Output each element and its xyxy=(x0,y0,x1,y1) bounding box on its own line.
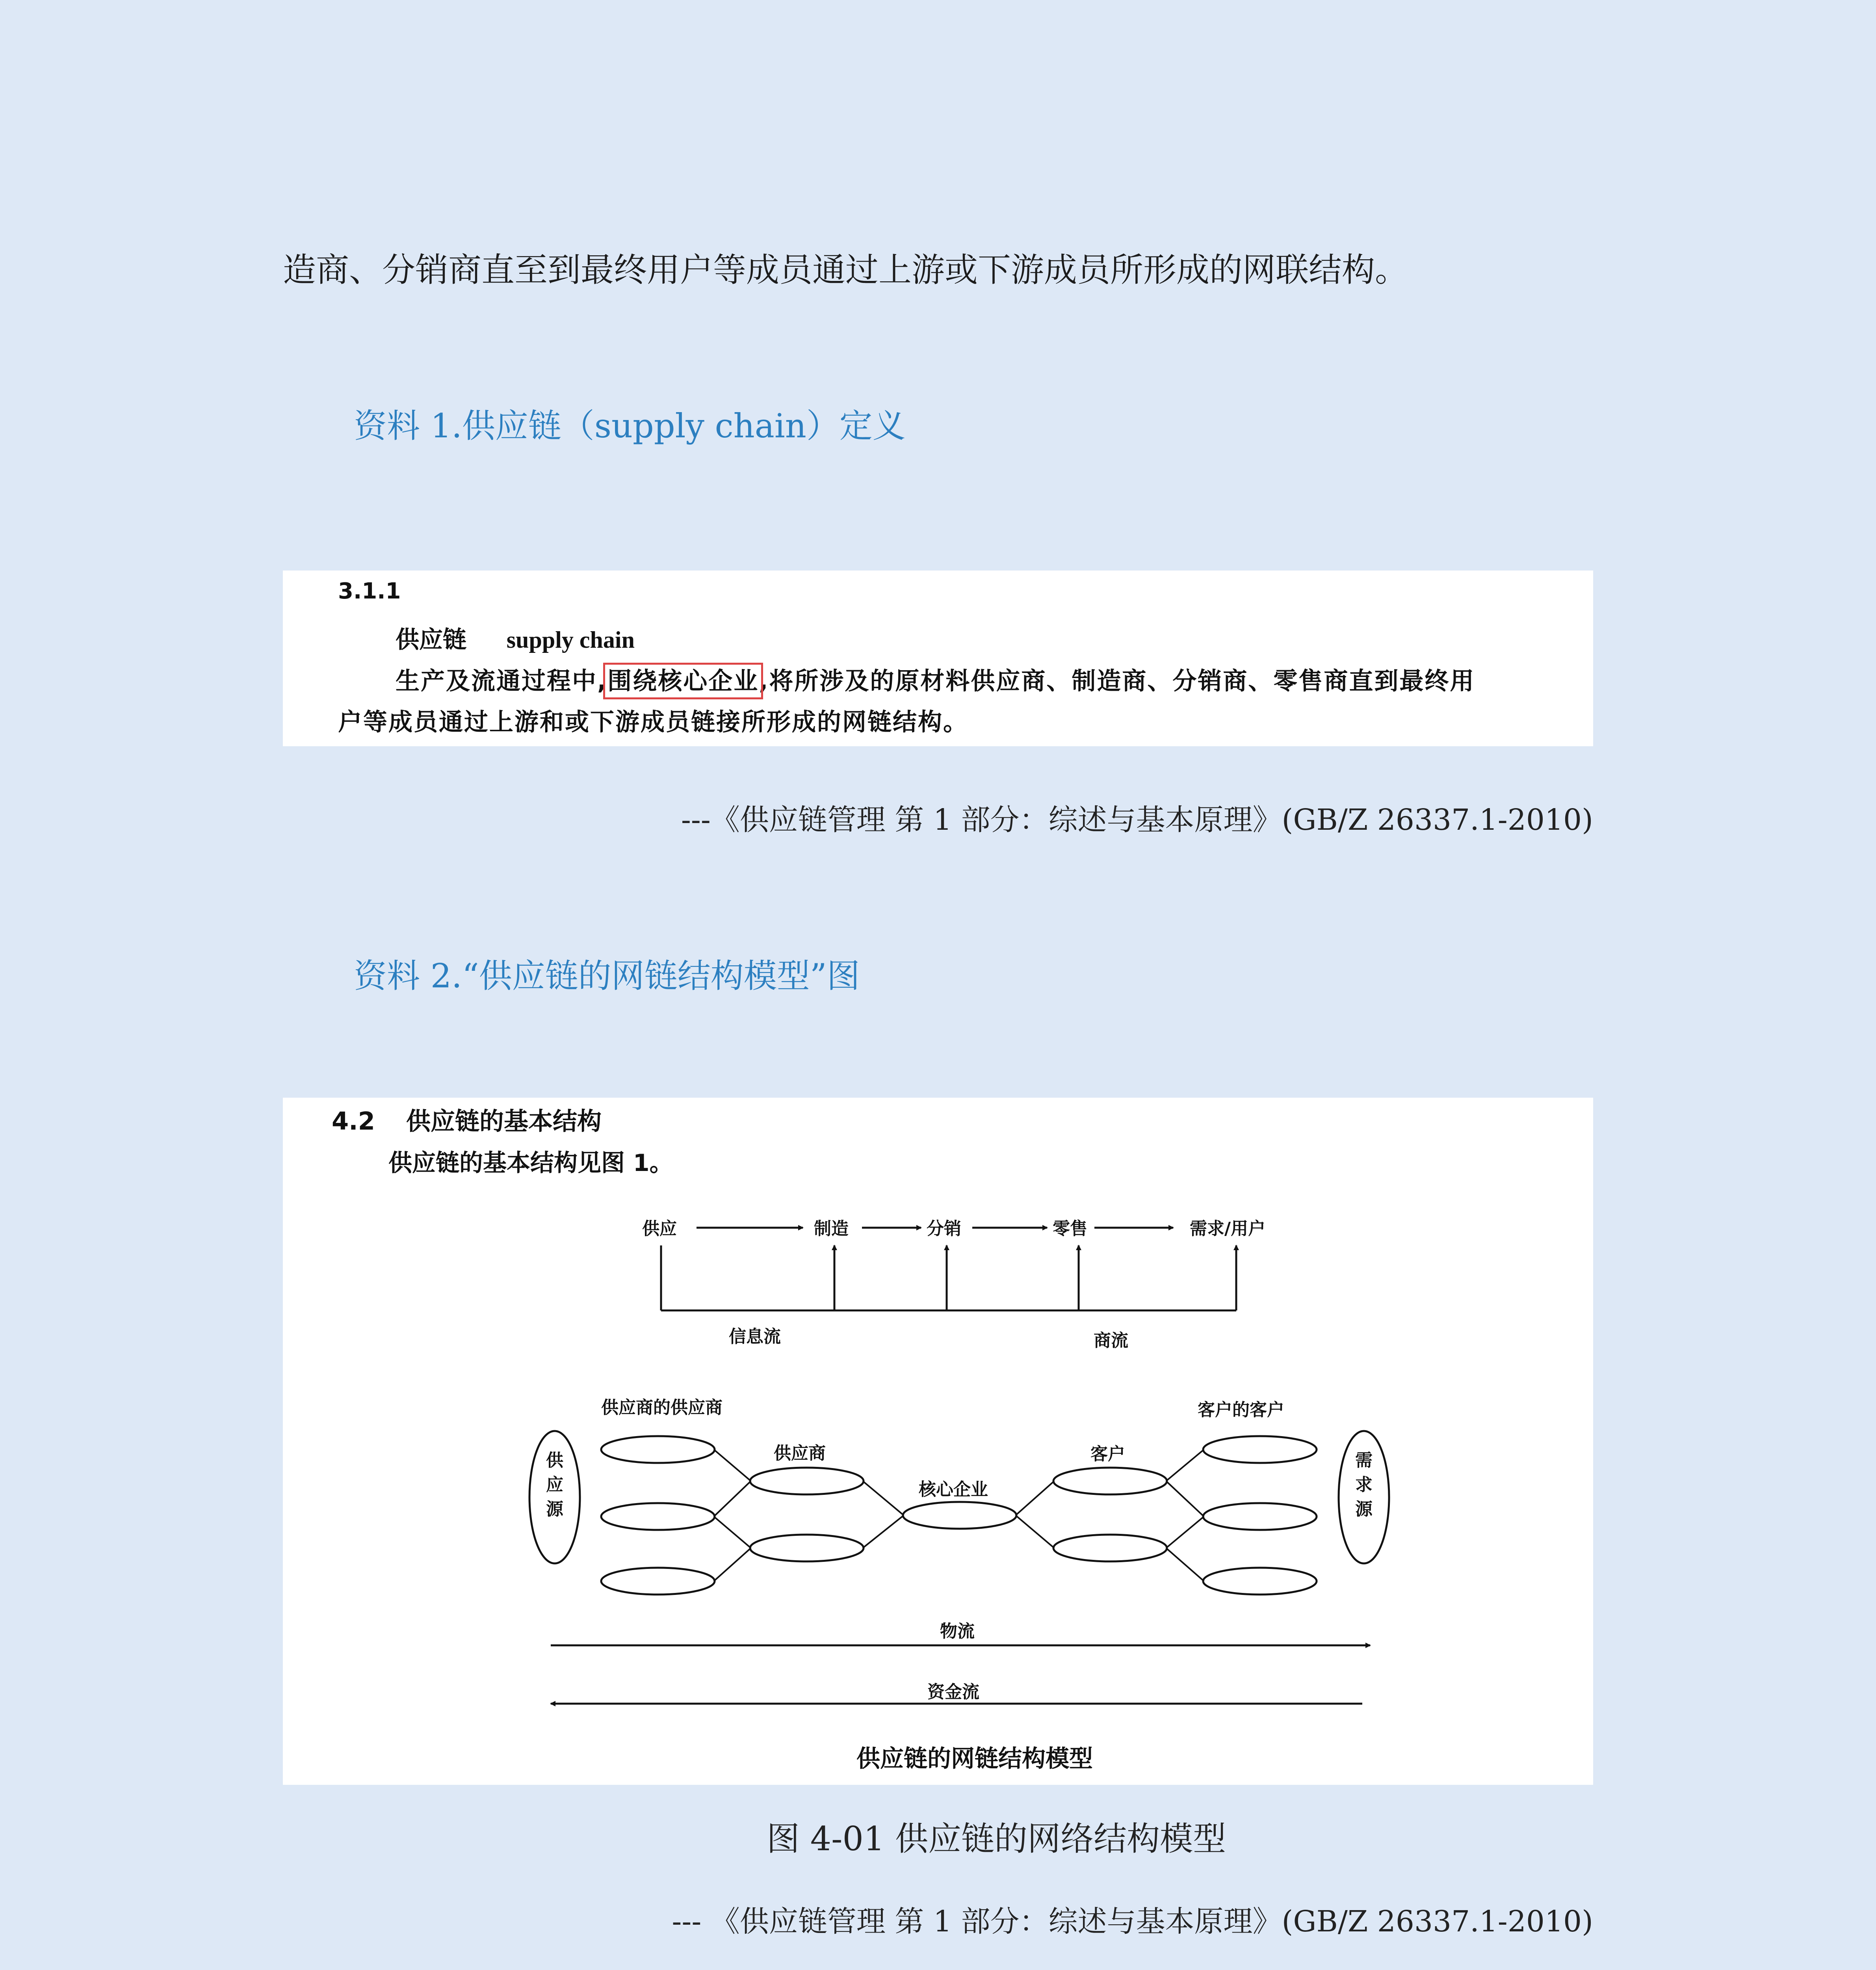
customer-customer-node-2 xyxy=(1203,1503,1317,1530)
core-enterprise-node xyxy=(903,1502,1016,1529)
label-suppliers-suppliers: 供应商的供应商 xyxy=(601,1398,723,1418)
customer-customer-node-3 xyxy=(1203,1568,1317,1595)
citation-1: ---《供应链管理 第 1 部分：综述与基本原理》(GB/Z 26337.1-2010) xyxy=(681,803,1593,837)
label-supply: 供应 xyxy=(642,1219,677,1239)
term-line xyxy=(396,621,635,655)
section-4-2-text: 供应链的基本结构见图 1。 xyxy=(388,1149,673,1177)
definition-line-1 xyxy=(396,662,1475,696)
definition-excerpt xyxy=(283,571,1593,746)
label-suppliers: 供应商 xyxy=(774,1443,826,1463)
diagram-title: 供应链的网链结构模型 xyxy=(856,1745,1093,1773)
section-title: 供应链的基本结构 xyxy=(406,1107,602,1136)
label-business-flow: 商流 xyxy=(1094,1331,1128,1351)
citation-2: --- 《供应链管理 第 1 部分：综述与基本原理》(GB/Z 26337.1-2010) xyxy=(672,1905,1593,1938)
section-number: 4.2 xyxy=(332,1107,375,1136)
label-logistics: 物流 xyxy=(940,1621,975,1641)
label-supply-source: 供应源 xyxy=(546,1450,563,1519)
label-demand-source: 需求源 xyxy=(1355,1450,1373,1519)
label-customers: 客户 xyxy=(1090,1444,1125,1464)
supplier-node-2 xyxy=(750,1535,864,1561)
label-retail: 零售 xyxy=(1053,1219,1087,1239)
definition-text-b: ,将所涉及的原材料供应商、制造商、分销商、零售商直到最终用 xyxy=(759,667,1475,695)
structure-excerpt xyxy=(283,1098,1593,1785)
definition-line-2: 户等成员通过上游和或下游成员链接所形成的网链结构。 xyxy=(338,708,969,736)
intro-paragraph: 造商、分销商直至到最终用户等成员通过上游或下游成员所形成的网联结构。 xyxy=(283,251,1408,289)
label-core-enterprise: 核心企业 xyxy=(919,1479,988,1500)
term-cn: 供应链 xyxy=(396,626,466,654)
customer-customer-node-1 xyxy=(1203,1436,1317,1463)
label-manufacture: 制造 xyxy=(814,1219,849,1239)
label-distribute: 分销 xyxy=(927,1219,961,1239)
customer-node-2 xyxy=(1053,1535,1167,1561)
label-customers-customers: 客户的客户 xyxy=(1198,1400,1284,1420)
figure-caption: 图 4-01 供应链的网络结构模型 xyxy=(767,1819,1226,1858)
label-demand-user: 需求/用户 xyxy=(1190,1219,1266,1239)
clause-number: 3.1.1 xyxy=(338,578,401,604)
supplier-supplier-node-3 xyxy=(601,1568,715,1595)
highlight-core-enterprise: 围绕核心企业 xyxy=(607,667,759,695)
supplier-supplier-node-1 xyxy=(601,1436,715,1463)
material-1-heading: 资料 1.供应链（supply chain）定义 xyxy=(354,407,906,445)
supplier-node-1 xyxy=(750,1468,864,1494)
label-info-flow: 信息流 xyxy=(729,1327,781,1347)
material-2-heading: 资料 2.“供应链的网链结构模型”图 xyxy=(354,957,860,995)
label-capital-flow: 资金流 xyxy=(927,1682,979,1702)
term-en: supply chain xyxy=(506,627,635,653)
supplier-supplier-node-2 xyxy=(601,1503,715,1530)
customer-node-1 xyxy=(1053,1468,1167,1494)
definition-text-a: 生产及流通过程中, xyxy=(396,667,608,695)
